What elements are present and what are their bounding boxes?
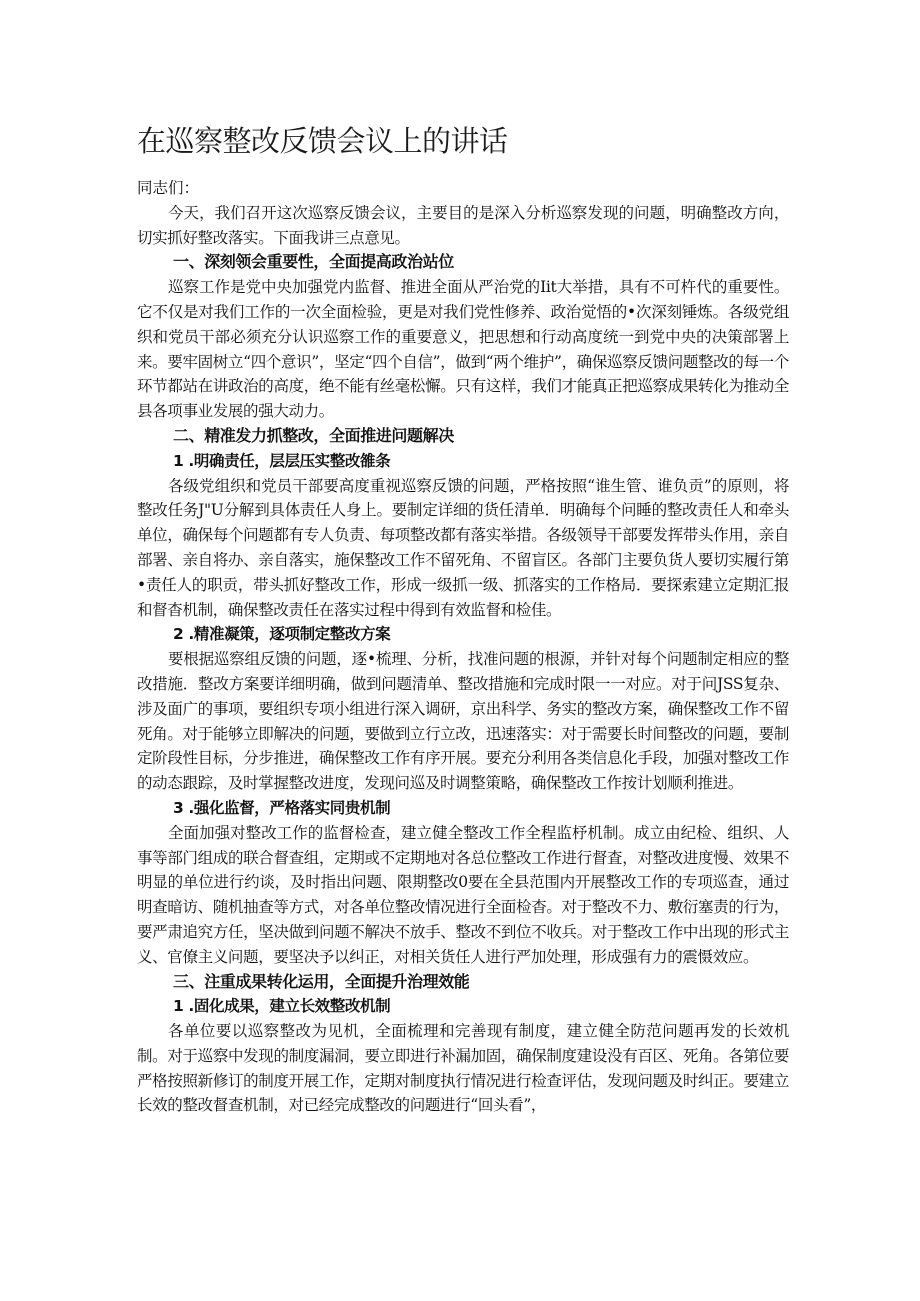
section-2-item-3-subheading: 3 .强化监督，严格落实同贵机制: [173, 798, 391, 817]
section-2-heading: 二、精准发力抓整改，全面推进问题解决: [173, 425, 454, 445]
section-2-item-2-paragraph: 要根据巡察组反馈的问题，逐•梳理、分析，找准问题的根源，并针对每个问题制定相应的整改措施．整改方案要详细明确，做到问题清单、整改措施和完成时限一一对应。对于问JSS复杂、涉及面广的事项，要组织专项小组进行深入调研，京出科学、务实的整改方案，确保整改工作不留死角。对于能够立即解决的问题，要做到立行立改，迅速落实：对于需要长时间整改的问题，要制定阶段性目标，分步推进，确保整改工作有序开展。要充分利用各类信息化手段，加强对整改工作的动态跟踪，及时掌握整改进度，发现问巡及时调整策略，确保整改工作按计划顺利推进。: [137, 650, 789, 793]
section-3-heading: 三、注重成果转化运用，全面提升治理效能: [173, 971, 470, 991]
salutation: 同志们：: [137, 179, 200, 197]
section-3-item-1-paragraph: 各单位要以巡察整改为见机，全面梳理和完善现有制度，建立健全防范问题再发的长效机制。对于巡察中发现的制度漏洞，要立即进行补漏加固，确保制度建设没有百区、死角。各第位要严格按照新修订的制度开展工作，定期对制度执行情况进行检查评估，发现问题及时纠正。要建立长效的整改督查机制，对已经完成整改的问题进行“回头看”，: [137, 1022, 789, 1115]
section-1-heading: 一、深刻领会重要性，全面提高政治站位: [173, 252, 454, 272]
intro-paragraph: 今天，我们召开这次巡察反馈会议，主要目的是深入分析巡察发现的问题，明确整改方向，切实抓好整改落实。下面我讲三点意见。: [137, 203, 789, 247]
document-title: 在巡察整改反馈会议上的讲话: [137, 124, 508, 158]
section-2-item-3-paragraph: 全面加强对整改工作的监督检查，建立健全整改工作全程监杼机制。成立由纪检、组织、人事等部门组成的联合督查组，定期或不定期地对各总位整改工作进行督査，对整改进度慢、效果不明显的单位进行约谈，及时指出问题、限期整改0要在全县范围内开展整改工作的专项巡查，通过明查暗访、随机抽查等方式，对各单位整改情况进行全面检杳。对于整改不力、敷衍塞责的行为，要严肃追究方任，坚决做到问题不解决不放手、整改不到位不收兵。对于整改工作中出现的形式主义、官僚主义问题，要坚决予以纠正，对相关货任人进行严加处理，形成强有力的震慑效应。: [137, 823, 789, 966]
section-2-item-2-subheading: 2 .精准凝策，逐项制定整改方案: [173, 625, 391, 644]
section-3-item-1-subheading: 1 .固化成果，建立长效整改机制: [173, 997, 391, 1016]
section-2-item-1-subheading: 1 .明确责任，层层压实整改雒条: [173, 451, 391, 470]
document-body: [137, 176, 789, 1143]
section-3-item-1-wrapper: [137, 1019, 789, 1143]
section-1-paragraph: 巡察工作是党中央加强党内监督、推进全面从严治党的Iit大举措，具有不可杵代的重要性。它不仅是对我们工作的一次全面检验，更是对我们党性修养、政治觉悟的•次深刻锤炼。各级党组织和党员干部必须充分认识巡察工作的重要意义，把思想和行动高度统一到党中央的决策部署上来。要牢固树立“四个意识”，坚定“四个自信”，做到“两个维护”，确保巡察反馈问题整改的每一个环节都站在讲政治的高度，绝不能有丝毫松懈。只有这样，我们才能真正把巡察成果转化为推动全县各项事业发展的强大动力。: [137, 278, 789, 421]
section-2-item-1-paragraph: 各级党组织和党员干部要高度重视巡察反馈的问题，严格按照“谁生管、谁负贡”的原则，将整改任务J"U分解到具体责任人身上。要制定详细的货任清单．明确每个问睡的整改责任人和牵头单位，确保每个问题都有专人负责、每项整改都有落实举措。各级领导干部要发挥带头作用，亲自部署、亲自将办、亲自落实，施保整改工作不留死角、不留盲区。各部门主要负货人要切实履行第•责任人的职贡，带头抓好整改工作，形成一级抓一级、抓落实的工作格局．要探索建立定期汇报和督杳机制，确保整改责任在落实过程中得到有效监督和检佳。: [137, 476, 789, 619]
